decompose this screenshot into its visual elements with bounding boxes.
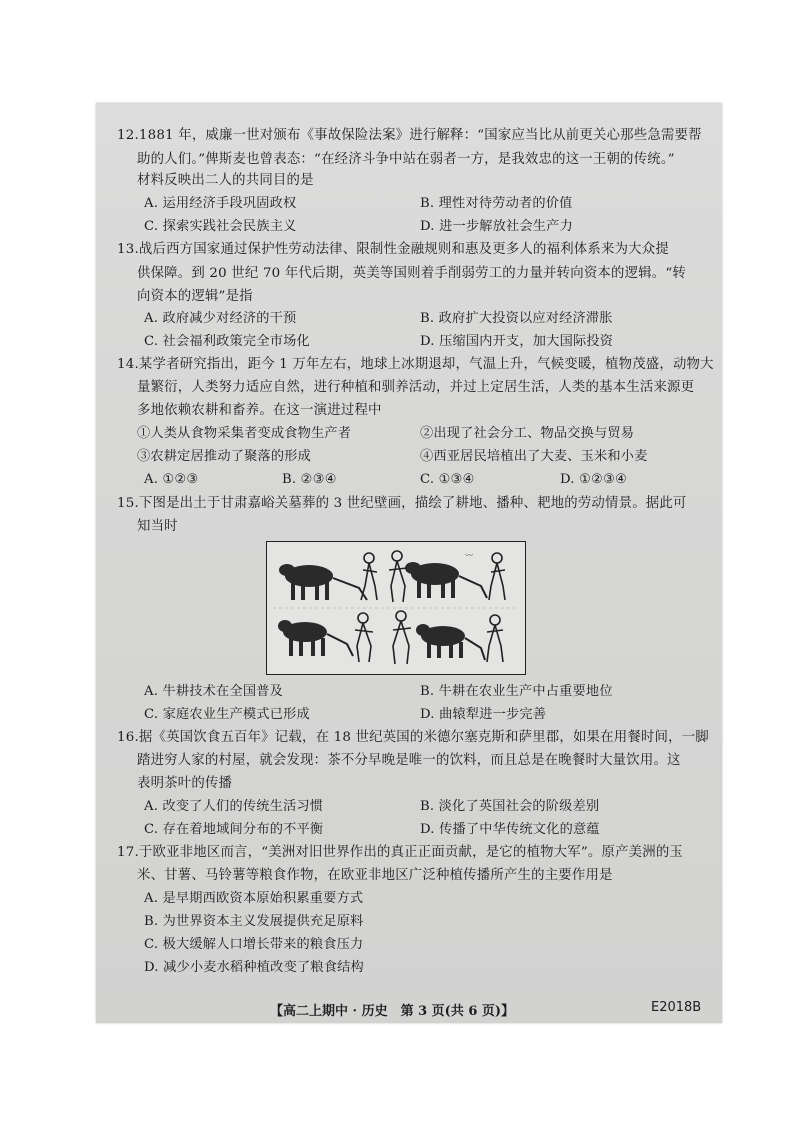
q15-stem-line-1: 15.下图是出土于甘肃嘉峪关墓葬的 3 世纪壁画，描绘了耕地、播种、耙地的劳动情景。据此可 [117,496,687,511]
q13-stem-line-2: 供保障。到 20 世纪 70 年代后期，英美等国则着手削弱劳工的力量并转向资本的逻辑。“转 [137,266,687,281]
q13-option-c[interactable]: C. 社会福利政策完全市场化 [144,334,310,349]
q13-stem-line-1: 13.战后西方国家通过保护性劳动法律、限制性金融规则和惠及更多人的福利体系来为大众提 [117,242,669,257]
q17-option-b[interactable]: B. 为世界资本主义发展提供充足原料 [144,914,364,929]
q17-option-c[interactable]: C. 极大缓解人口增长带来的粮食压力 [144,937,364,952]
svg-text:〰: 〰 [465,551,473,560]
q17-stem-line-2: 米、甘薯、马铃薯等粮食作物，在欧亚非地区广泛种植传播所产生的主要作用是 [137,868,613,883]
q14-option-b[interactable]: B. ②③④ [282,472,337,487]
q14-option-a[interactable]: A. ①②③ [144,472,199,487]
q12-option-c[interactable]: C. 探索实践社会民族主义 [144,219,297,234]
q16-option-d[interactable]: D. 传播了中华传统文化的意蕴 [420,822,600,837]
q15-option-a[interactable]: A. 牛耕技术在全国普及 [144,684,283,699]
q13-option-d[interactable]: D. 压缩国内开支，加大国际投资 [420,334,614,349]
q14-statement-2: ②出现了社会分工、物品交换与贸易 [420,426,635,441]
page-footer: 【高二上期中 · 历史 第 3 页(共 6 页)】 [270,1004,515,1019]
q17-option-a[interactable]: A. 是早期西欧资本原始积累重要方式 [144,891,364,906]
q12-option-a[interactable]: A. 运用经济手段巩固政权 [144,196,297,211]
mural-plowing-image [266,541,526,675]
q16-option-b[interactable]: B. 淡化了英国社会的阶级差别 [420,799,600,814]
q14-stem-line-3: 多地依赖农耕和畜养。在这一演进过程中 [137,403,382,418]
exam-code: E2018B [651,1000,702,1015]
q14-option-c[interactable]: C. ①③④ [420,472,475,487]
q12-stem-line-3: 材料反映出二人的共同目的是 [137,173,314,188]
q14-option-d[interactable]: D. ①②③④ [560,472,628,487]
q14-statement-1: ①人类从食物采集者变成食物生产者 [137,426,352,441]
q12-stem-line-2: 助的人们。”俾斯麦也曾表态：“在经济斗争中站在弱者一方，是我效忠的这一王朝的传统。” [137,152,675,167]
q14-stem-line-1: 14.某学者研究指出，距今 1 万年左右，地球上冰期退却，气温上升，气候变暖，植物茂盛，动物大 [117,357,714,372]
q13-stem-line-3: 向资本的逻辑”是指 [137,289,253,304]
q14-statement-3: ③农耕定居推动了聚落的形成 [137,449,312,464]
q17-option-d[interactable]: D. 减少小麦水稻种植改变了粮食结构 [144,960,364,975]
q15-option-b[interactable]: B. 牛耕在农业生产中占重要地位 [420,684,613,699]
q12-option-d[interactable]: D. 进一步解放社会生产力 [420,219,573,234]
q16-option-a[interactable]: A. 改变了人们的传统生活习惯 [144,799,324,814]
mural-illustration [267,542,525,674]
q16-option-c[interactable]: C. 存在着地域间分布的不平衡 [144,822,324,837]
q15-option-d[interactable]: D. 曲辕犁进一步完善 [420,707,547,722]
q12-stem-line-1: 12.1881 年，威廉一世对颁布《事故保险法案》进行解释：“国家应当比从前更关心那些急需要帮 [117,128,702,143]
q16-stem-line-2: 踏进穷人家的村屋，就会发现：茶不分早晚是唯一的饮料，而且总是在晚餐时大量饮用。这 [137,753,681,768]
q13-option-a[interactable]: A. 政府减少对经济的干预 [144,311,297,326]
q14-statement-4: ④西亚居民培植出了大麦、玉米和小麦 [420,449,648,464]
q16-stem-line-1: 16.据《英国饮食五百年》记载，在 18 世纪英国的米德尔塞克斯和萨里郡，如果在用餐时间，一脚 [117,730,709,745]
q14-stem-line-2: 量繁衍，人类努力适应自然，进行种植和驯养活动，并过上定居生活，人类的基本生活来源更 [137,380,695,395]
q15-stem-line-2: 知当时 [137,519,178,534]
q12-option-b[interactable]: B. 理性对待劳动者的价值 [420,196,573,211]
q16-stem-line-3: 表明茶叶的传播 [137,776,233,791]
q15-option-c[interactable]: C. 家庭农业生产模式已形成 [144,707,310,722]
q13-option-b[interactable]: B. 政府扩大投资以应对经济滞胀 [420,311,613,326]
q17-stem-line-1: 17.于欧亚非地区而言，“美洲对旧世界作出的真正正面贡献，是它的植物大军”。原产美洲的玉 [117,845,684,860]
